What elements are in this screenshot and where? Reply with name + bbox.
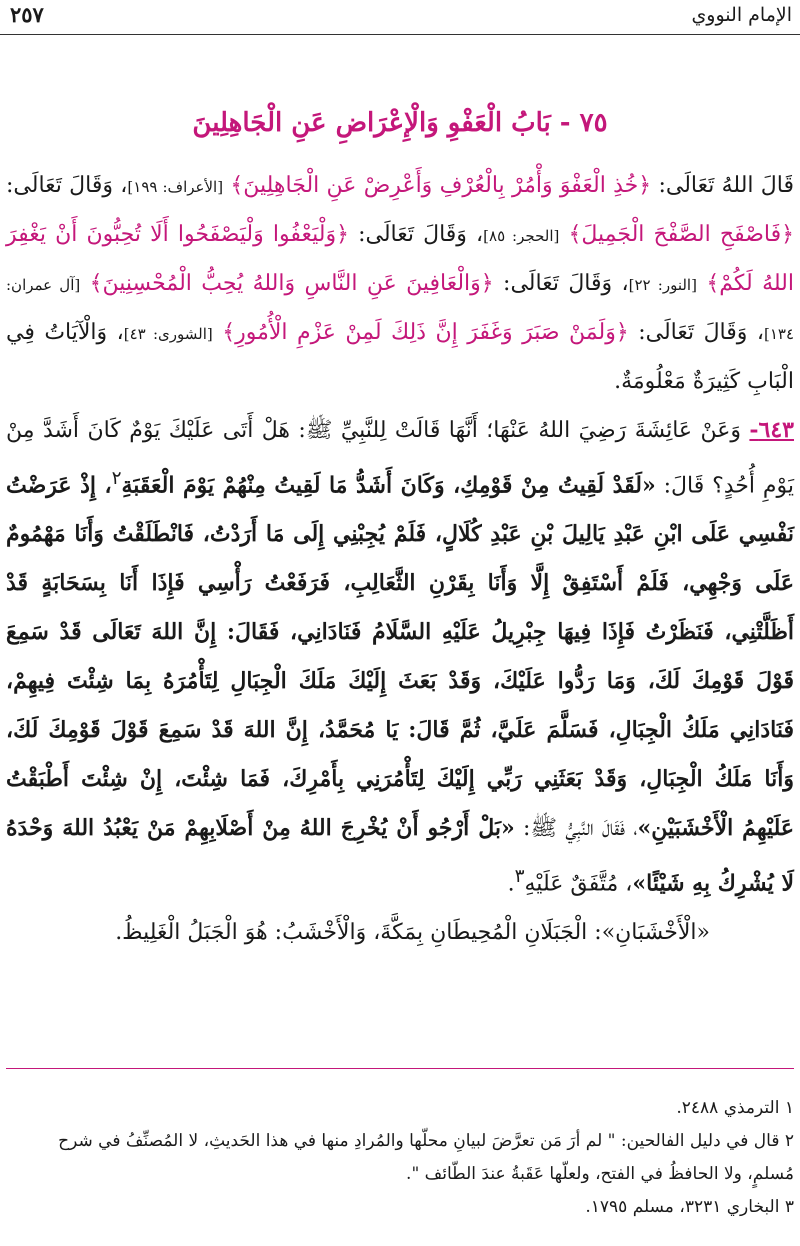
footnote: ٢ قال في دليل الفالحين: " لم أرَ مَن تعرَّضَ لبيانِ محلّها والمُرادِ منها في هذا الحَديثِ، لا المُصنِّفُ في شرح مُسلمٍ، ولا الحافظُ في الفتح، ولعلّها عَقَبةُ عندَ الطّائف ". — [58, 1131, 794, 1184]
hadith-text: «لَقَدْ لَقِيتُ مِنْ قَوْمِكِ، وَكَانَ أَشَدُّ مَا لَقِيتُ مِنْهُمْ يَوْمَ الْعَقَبَةِ — [121, 472, 656, 499]
hadith-tail: ، مُتَّفَقٌ عَلَيْهِ — [524, 871, 633, 897]
main-text — [6, 162, 794, 957]
verse-reference: [آل عمران: ١٣٤] — [6, 276, 794, 343]
chapter-title: ٧٥ - بَابُ الْعَفْوِ وَالْإِعْرَاضِ عَنِ الْجَاهِلِينَ — [192, 108, 608, 138]
hadith-number: ٦٤٣- — [749, 417, 794, 443]
quran-verse: ﴿وَلَمَنْ صَبَرَ وَغَفَرَ إِنَّ ذَلِكَ لَمِنْ عَزْمِ الْأُمُورِ﴾ — [222, 320, 629, 345]
hadith-text: ، إِذْ عَرَضْتُ نَفْسِي عَلَى ابْنِ عَبْدِ يَالِيلَ بْنِ عَبْدِ كُلَالٍ، فَلَمْ يُجِبْنِي إِلَى مَا أَرَدْتُ، فَانْطَلَقْتُ وَأَنَا مَهْمُومٌ عَلَى وَجْهِي، فَلَمْ أَسْتَفِقْ إِلَّا وَأَنَا بِقَرْنِ الثَّعَالِبِ، فَرَفَعْتُ رَأْسِي فَإِذَا أَنَا بِسَحَابَةٍ قَدْ أَظَلَّتْنِي، فَنَظَرْتُ فَإِذَا فِيهَا جِبْرِيلُ عَلَيْهِ السَّلَامُ فَنَادَانِي، فَقَالَ: إِنَّ اللهَ تَعَالَى قَدْ سَمِعَ قَوْلَ قَوْمِكَ لَكَ، وَمَا رَدُّوا عَلَيْكَ، وَقَدْ بَعَثَ إِلَيْكَ مَلَكَ الْجِبَالِ لِتَأْمُرَهُ بِمَا شِئْتَ فِيهِمْ، فَنَادَانِي مَلَكُ الْجِبَالِ، فَسَلَّمَ عَلَيَّ، ثُمَّ قَالَ: يَا مُحَمَّدُ، إِنَّ اللهَ قَدْ سَمِعَ قَوْلَ قَوْمِكَ لَكَ، وَأَنَا مَلَكُ الْجِبَالِ، وَقَدْ بَعَثَنِي رَبِّي إِلَيْكَ لِتَأْمُرَنِي بِأَمْرِكَ، فَمَا شِئْتَ، إِنْ شِئْتَ أَطْبَقْتُ عَلَيْهِمُ الْأَخْشَبَيْنِ» — [6, 472, 795, 842]
intro-lead: ، وَقَالَ تَعَالَى: — [628, 320, 764, 345]
footnote: ٣ البخاري ٣٢٣١، مسلم ١٧٩٥. — [585, 1197, 794, 1217]
intro-closing: ، وَالْآيَاتُ فِي الْبَابِ كَثِيرَةٌ مَعْلُومَةٌ. — [6, 320, 794, 394]
page-number: ٢٥٧ — [10, 2, 44, 27]
intro-lead: قَالَ اللهُ تَعَالَى: — [651, 173, 795, 198]
footnote-marker: ٢ — [111, 468, 122, 489]
hadith-text: «بَلْ أَرْجُو أَنْ يُخْرِجَ اللهُ مِنْ أَصْلَابِهِمْ مَنْ يَعْبُدُ اللهَ وَحْدَهُ لَا يُشْرِكُ بِهِ شَيْئًا» — [6, 815, 794, 897]
intro-lead: ، وَقَالَ تَعَالَى: — [6, 173, 128, 198]
verse-reference: [الحجر: ٨٥] — [483, 227, 560, 245]
intro-paragraph — [6, 162, 794, 406]
intro-lead: ، وَقَالَ تَعَالَى: — [493, 271, 629, 296]
page-header — [0, 0, 800, 35]
footnote-marker: ٣ — [514, 866, 525, 888]
footnote-divider — [6, 1068, 794, 1069]
intro-lead: ، وَقَالَ تَعَالَى: — [348, 222, 484, 247]
footnotes — [10, 1092, 794, 1224]
quran-verse: ﴿وَلْيَعْفُوا وَلْيَصْفَحُوا أَلَا تُحِبُّونَ أَنْ يَغْفِرَ اللهُ لَكُمْ﴾ — [6, 222, 795, 296]
footnote: ١ الترمذي ٢٤٨٨. — [676, 1098, 794, 1118]
quran-verse: ﴿خُذِ الْعَفْوَ وَأْمُرْ بِالْعُرْفِ وَأَعْرِضْ عَنِ الْجَاهِلِينَ﴾ — [230, 173, 652, 198]
verse-reference: [الشورى: ٤٣] — [123, 325, 213, 343]
quran-verse: ﴿وَالْعَافِينَ عَنِ النَّاسِ وَاللهُ يُحِبُّ الْمُحْسِنِينَ﴾ — [89, 271, 494, 296]
verse-reference: [الأعراف: ١٩٩] — [127, 178, 224, 196]
verse-reference: [النور: ٢٢] — [628, 276, 697, 294]
gloss-paragraph: «الْأَخْشَبَانِ»: الْجَبَلَانِ الْمُحِيطَانِ بِمَكَّةَ، وَالْأَخْشَبُ: هُوَ الْجَبَلُ الْغَلِيظُ. — [115, 919, 710, 945]
hadith-mid: ، فَقَالَ النَّبِيُّ ﷺ: — [514, 816, 638, 842]
hadith-paragraph — [6, 406, 794, 909]
hadith-end: . — [507, 871, 515, 897]
quran-verse: ﴿فَاصْفَحِ الصَّفْحَ الْجَمِيلَ﴾ — [568, 222, 794, 247]
hadith-narration: وَعَنْ عَائِشَةَ رَضِيَ اللهُ عَنْهَا؛ أَنَّهَا قَالَتْ لِلنَّبِيِّ ﷺ: هَلْ أَتَى عَلَيْكَ يَوْمٌ كَانَ أَشَدَّ مِنْ يَوْمِ أُحُدٍ؟ قَالَ: — [6, 418, 794, 499]
book-title: الإمام النووي — [691, 4, 792, 26]
